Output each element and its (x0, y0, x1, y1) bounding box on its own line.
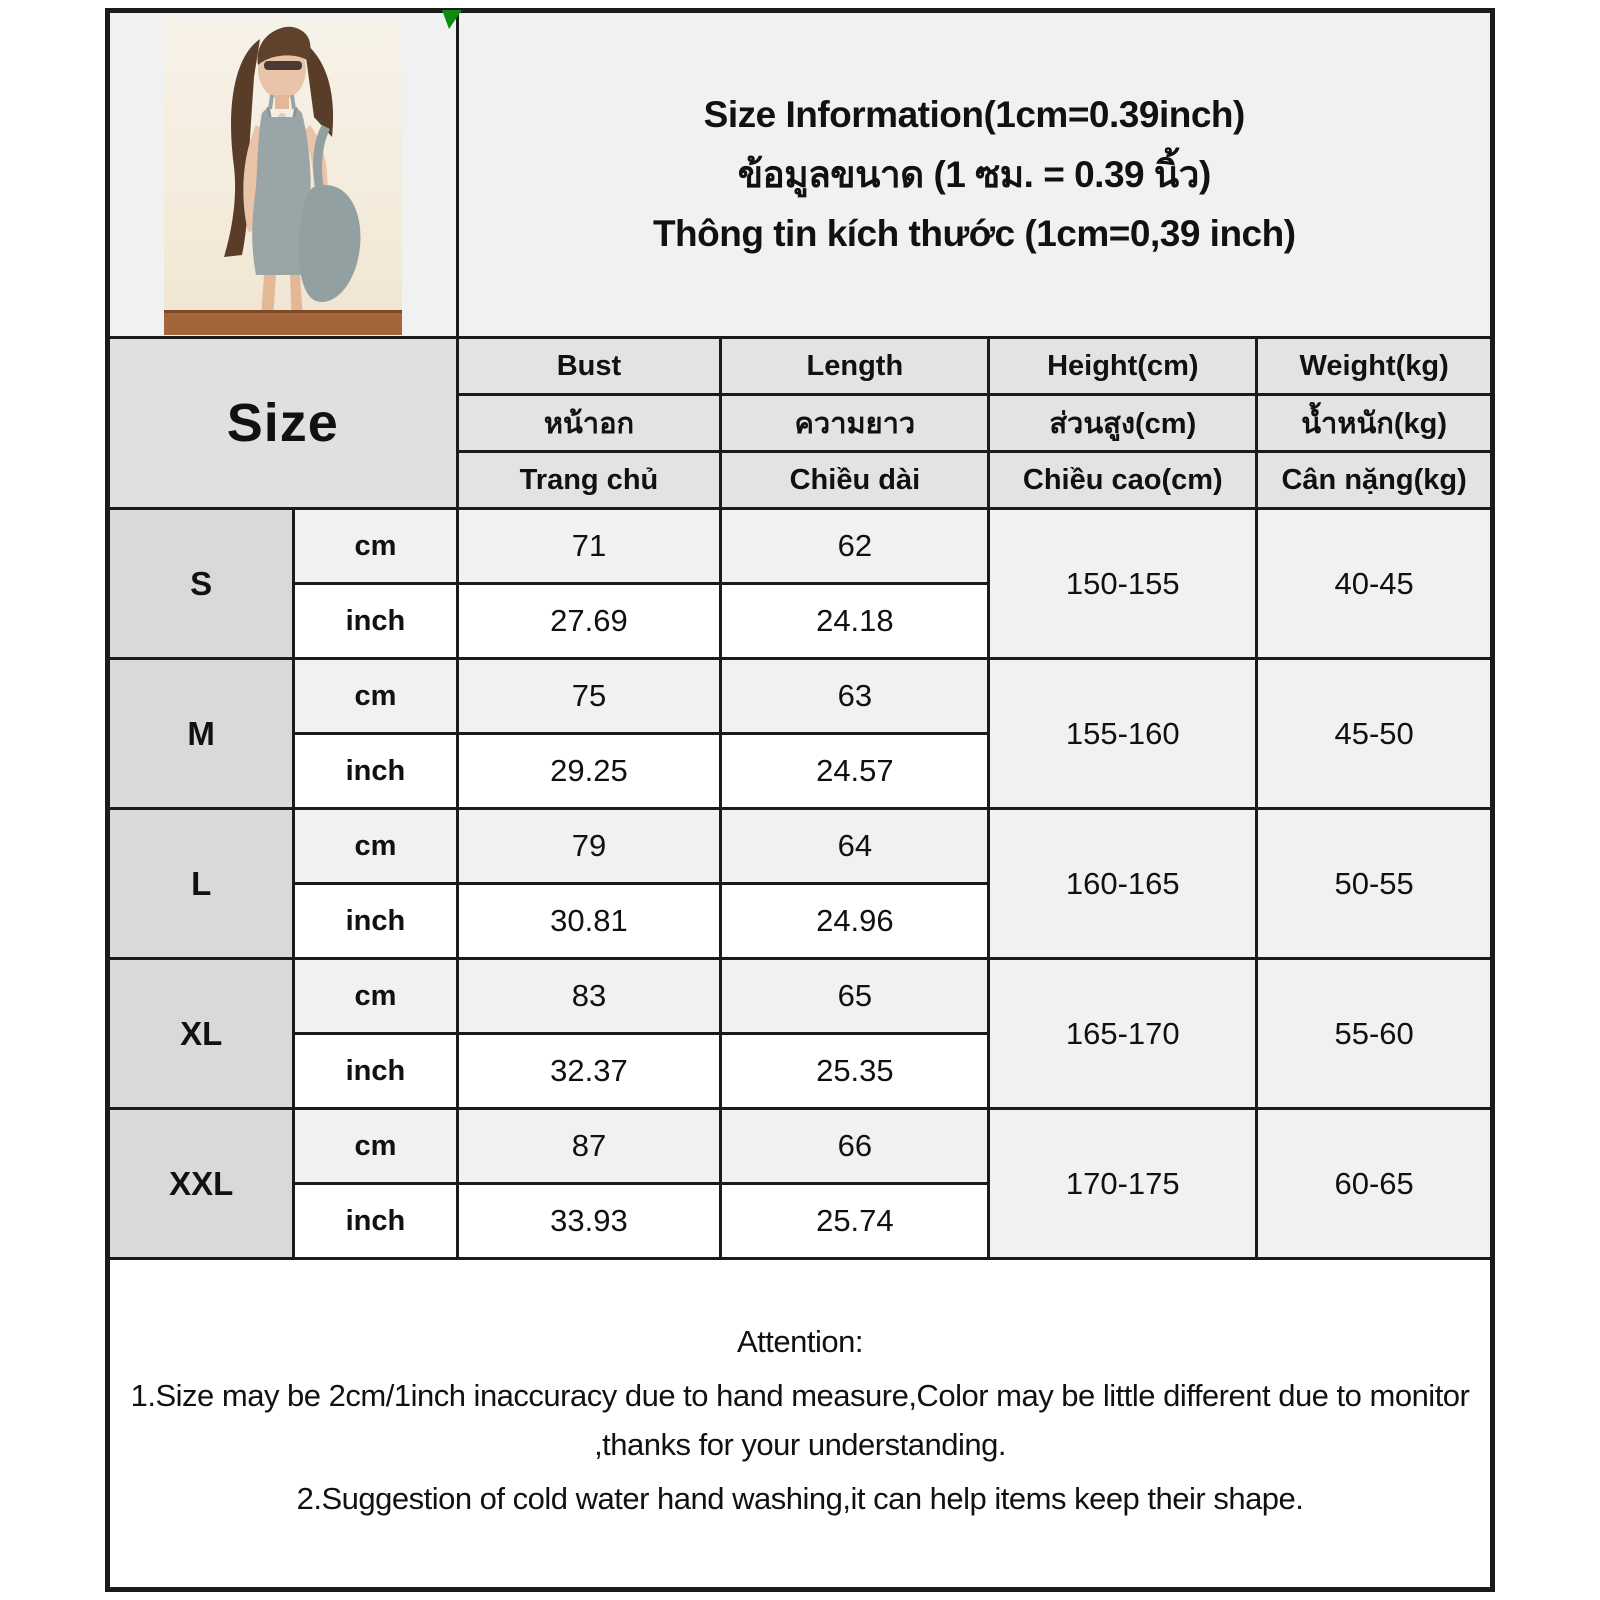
table-row (108, 809, 1493, 884)
attention-section (108, 1259, 1493, 1590)
bust-inch-xxl: 33.93 (457, 1184, 721, 1259)
size-label-m: M (108, 659, 294, 809)
size-label-l: L (108, 809, 294, 959)
bust-inch-l: 30.81 (457, 884, 721, 959)
col-header-height-th: ส่วนสูง(cm) (989, 395, 1257, 452)
unit-cm-label: cm (294, 659, 457, 734)
unit-cm-label: cm (294, 959, 457, 1034)
length-inch-xxl: 25.74 (721, 1184, 989, 1259)
title-cell (457, 11, 1492, 338)
title-line-vi: Thông tin kích thước (1cm=0,39 inch) (652, 213, 1296, 255)
size-header: Size (108, 338, 458, 509)
bust-inch-s: 27.69 (457, 584, 721, 659)
product-photo-cell (108, 11, 458, 338)
bust-cm-xl: 83 (457, 959, 721, 1034)
size-label-xxl: XXL (108, 1109, 294, 1259)
height-range-xl: 165-170 (989, 959, 1257, 1109)
unit-cm-label: cm (294, 509, 457, 584)
col-header-height-vi: Chiều cao(cm) (989, 452, 1257, 509)
col-header-weight-en: Weight(kg) (1257, 338, 1493, 395)
length-inch-l: 24.96 (721, 884, 989, 959)
size-chart-table (105, 8, 1495, 1592)
unit-inch-label: inch (294, 884, 457, 959)
table-row (108, 1109, 1493, 1184)
height-range-s: 150-155 (989, 509, 1257, 659)
height-range-l: 160-165 (989, 809, 1257, 959)
title-line-th: ข้อมูลขนาด (1 ซม. = 0.39 นิ้ว) (737, 153, 1211, 195)
photo-floor (164, 310, 402, 335)
product-photo (164, 17, 402, 335)
unit-cm-label: cm (294, 809, 457, 884)
length-inch-xl: 25.35 (721, 1034, 989, 1109)
table-row (108, 509, 1493, 584)
size-label-s: S (108, 509, 294, 659)
col-header-bust-en: Bust (457, 338, 721, 395)
attention-heading: Attention: (737, 1324, 863, 1360)
height-range-m: 155-160 (989, 659, 1257, 809)
unit-inch-label: inch (294, 734, 457, 809)
size-label-xl: XL (108, 959, 294, 1109)
length-inch-s: 24.18 (721, 584, 989, 659)
col-header-bust-th: หน้าอก (457, 395, 721, 452)
title-line-en: Size Information(1cm=0.39inch) (703, 93, 1245, 135)
length-cm-xl: 65 (721, 959, 989, 1034)
unit-inch-label: inch (294, 1034, 457, 1109)
length-cm-s: 62 (721, 509, 989, 584)
col-header-bust-vi: Trang chủ (457, 452, 721, 509)
length-cm-m: 63 (721, 659, 989, 734)
bust-cm-s: 71 (457, 509, 721, 584)
height-range-xxl: 170-175 (989, 1109, 1257, 1259)
unit-inch-label: inch (294, 1184, 457, 1259)
bust-cm-xxl: 87 (457, 1109, 721, 1184)
bust-cm-m: 75 (457, 659, 721, 734)
weight-range-s: 40-45 (1257, 509, 1493, 659)
attention-note-2: 2.Suggestion of cold water hand washing,it can help items keep their shape. (296, 1480, 1304, 1516)
col-header-weight-vi: Cân nặng(kg) (1257, 452, 1493, 509)
unit-inch-label: inch (294, 584, 457, 659)
length-inch-m: 24.57 (721, 734, 989, 809)
weight-range-l: 50-55 (1257, 809, 1493, 959)
table-row (108, 659, 1493, 734)
bust-inch-xl: 32.37 (457, 1034, 721, 1109)
weight-range-m: 45-50 (1257, 659, 1493, 809)
length-cm-l: 64 (721, 809, 989, 884)
col-header-length-en: Length (721, 338, 989, 395)
col-header-height-en: Height(cm) (989, 338, 1257, 395)
bust-inch-m: 29.25 (457, 734, 721, 809)
col-header-length-vi: Chiều dài (721, 452, 989, 509)
col-header-weight-th: น้ำหนัก(kg) (1257, 395, 1493, 452)
weight-range-xxl: 60-65 (1257, 1109, 1493, 1259)
attention-note-1: 1.Size may be 2cm/1inch inaccuracy due to hand measure,Color may be little different due to monitor ,thanks for your understanding. (130, 1378, 1470, 1462)
model-illustration (164, 17, 402, 335)
length-cm-xxl: 66 (721, 1109, 989, 1184)
table-row (108, 959, 1493, 1034)
unit-cm-label: cm (294, 1109, 457, 1184)
weight-range-xl: 55-60 (1257, 959, 1493, 1109)
col-header-length-th: ความยาว (721, 395, 989, 452)
bust-cm-l: 79 (457, 809, 721, 884)
